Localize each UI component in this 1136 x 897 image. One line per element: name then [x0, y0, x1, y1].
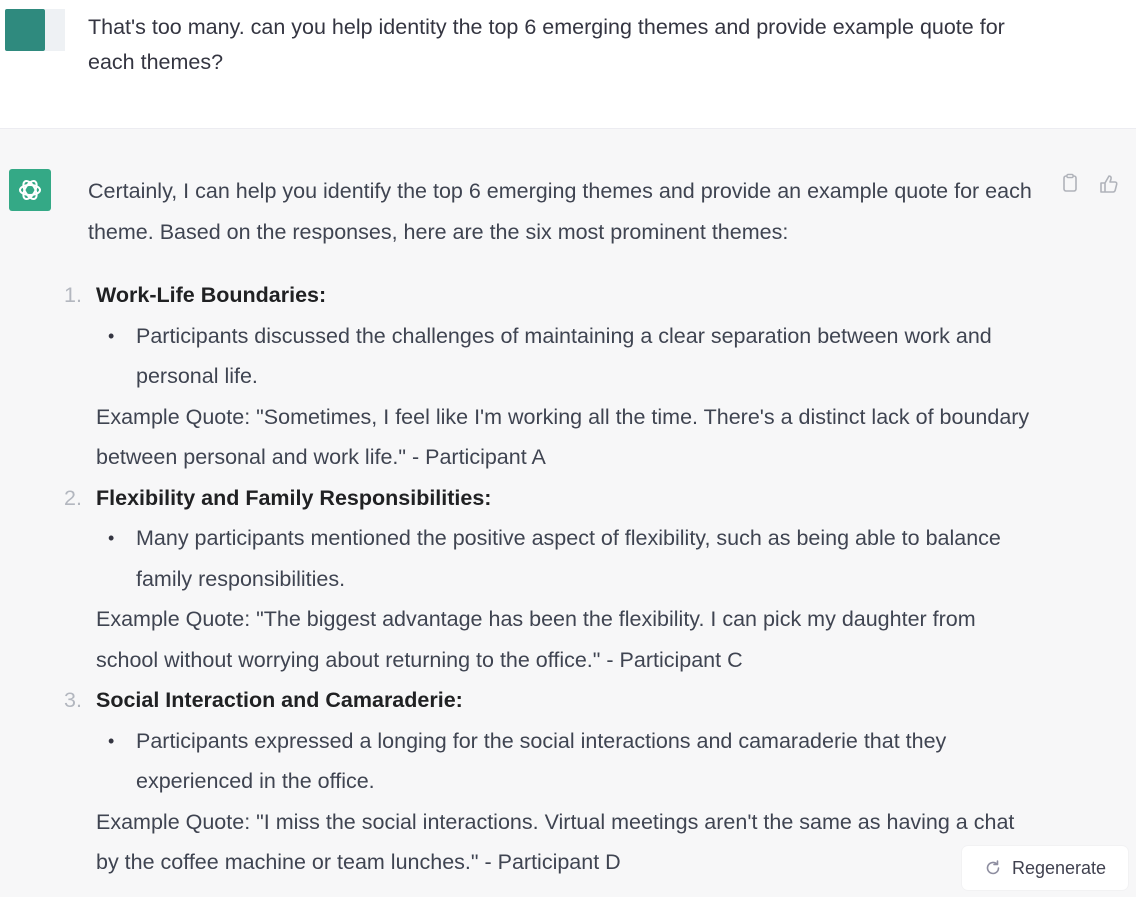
theme-title: Social Interaction and Camaraderie: — [96, 688, 463, 712]
theme-bullet — [96, 721, 1038, 802]
themes-list — [64, 275, 1038, 883]
theme-bullet-text: Participants expressed a longing for the social interactions and camaraderie that they experienced in the office. — [136, 728, 947, 793]
theme-bullet — [96, 518, 1038, 599]
regenerate-label: Regenerate — [1011, 857, 1107, 878]
copy-icon[interactable] — [1060, 173, 1082, 195]
theme-quote: Example Quote: "The biggest advantage has been the flexibility. I can pick my daughter from school without worrying about returning to the office." - Participant C — [96, 607, 976, 672]
bullet-dot: • — [108, 528, 115, 548]
thumbs-up-icon[interactable] — [1098, 173, 1120, 195]
theme-item — [64, 478, 1038, 681]
bullet-dot: • — [108, 730, 115, 751]
message-actions — [1060, 173, 1120, 195]
refresh-icon — [984, 859, 1002, 877]
openai-logo-icon — [16, 176, 44, 204]
theme-number: 2. — [64, 485, 82, 510]
theme-item — [64, 680, 1038, 883]
theme-title: Work-Life Boundaries: — [96, 283, 327, 307]
user-message-text: That's too many. can you help identity the top 6 emerging themes and provide example quote for each themes? — [88, 15, 1005, 74]
theme-bullet-text: Participants discussed the challenges of maintaining a clear separation between work and personal life. — [136, 323, 992, 388]
user-avatar-edge — [45, 9, 65, 51]
intro-paragraph: Certainly, I can help you identify the top 6 emerging themes and provide an example quote for each theme. Based on the responses, here are the six most prominent themes: — [88, 179, 1032, 244]
assistant-avatar — [9, 169, 51, 211]
theme-number: 1. — [64, 283, 82, 307]
user-avatar — [5, 9, 45, 51]
theme-title: Flexibility and Family Responsibilities: — [96, 485, 492, 510]
theme-number: 3. — [64, 688, 82, 712]
assistant-message-row — [0, 128, 1136, 897]
bullet-dot: • — [108, 325, 115, 346]
theme-quote: Example Quote: "I miss the social interactions. Virtual meetings aren't the same as having a chat by the coffee machine or team lunches." - Participant D — [96, 809, 1015, 874]
theme-bullet-text: Many participants mentioned the positive aspect of flexibility, such as being able to balance family responsibilities. — [136, 526, 1001, 591]
theme-quote: Example Quote: "Sometimes, I feel like I'm working all the time. There's a distinct lack of boundary between personal and work life." - Participant A — [96, 404, 1030, 469]
assistant-message-text — [64, 171, 1038, 883]
user-message-row — [0, 0, 1136, 128]
theme-item — [64, 275, 1038, 478]
regenerate-button[interactable] — [962, 846, 1128, 890]
theme-bullet — [96, 316, 1038, 397]
